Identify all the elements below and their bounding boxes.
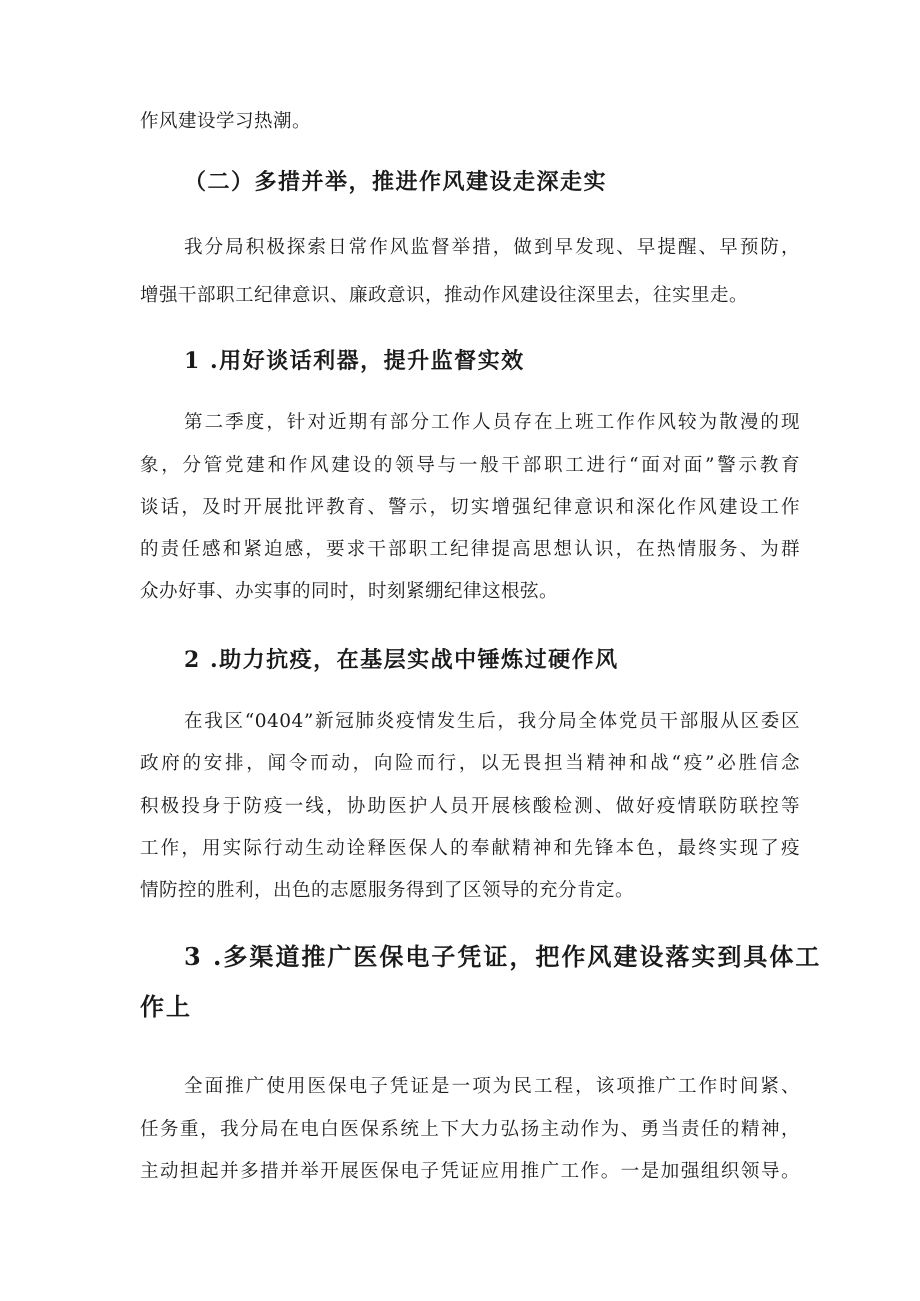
item-2-line-4: 工作，用实际行动生动诠释医保人的奉献精神和先锋本色，最终实现了疫 xyxy=(140,838,800,859)
item-3-line-3: 主动担起并多措并举开展医保电子凭证应用推广工作。一是加强组织领导。 xyxy=(140,1161,800,1182)
item-1-line-5: 众办好事、办实事的同时，时刻紧绷纪律这根弦。 xyxy=(140,581,559,602)
item-1-line-1: 第二季度，针对近期有部分工作人员存在上班工作作风较为散漫的现 xyxy=(184,412,800,433)
item-2-line-1: 在我区“0404”新冠肺炎疫情发生后，我分局全体党员干部服从区委区 xyxy=(184,711,800,732)
item-2-heading: 2 .助力抗疫，在基层实战中锤炼过硬作风 xyxy=(184,647,619,673)
item-3-heading-line-2: 作上 xyxy=(140,992,192,1021)
item-3-line-2: 任务重，我分局在电白医保系统上下大力弘扬主动作为、勇当责任的精神， xyxy=(140,1119,800,1140)
intro-tail-line: 作风建设学习热潮。 xyxy=(140,111,312,132)
item-3-heading-line-1: 3 .多渠道推广医保电子凭证，把作风建设落实到具体工 xyxy=(184,942,822,971)
section-paragraph-line-1: 我分局积极探索日常作风监督举措，做到早发现、早提醒、早预防， xyxy=(184,237,800,258)
item-1-heading: 1 .用好谈话利器，提升监督实效 xyxy=(184,348,525,374)
item-2-line-3: 积极投身于防疫一线，协助医护人员开展核酸检测、做好疫情联防联控等 xyxy=(140,796,800,817)
section-heading: （二）多措并举，推进作风建设走深走实 xyxy=(184,169,608,195)
section-paragraph-line-2: 增强干部职工纪律意识、廉政意识，推动作风建设往深里去，往实里走。 xyxy=(140,285,749,306)
item-2-line-5: 情防控的胜利，出色的志愿服务得到了区领导的充分肯定。 xyxy=(140,880,635,901)
item-2-line-2: 政府的安排，闻令而动，向险而行，以无畏担当精神和战“疫”必胜信念 xyxy=(140,753,800,774)
item-3-line-1: 全面推广使用医保电子凭证是一项为民工程，该项推广工作时间紧、 xyxy=(184,1076,800,1097)
item-1-line-3: 谈话，及时开展批评教育、警示，切实增强纪律意识和深化作风建设工作 xyxy=(140,497,800,518)
item-1-line-2: 象，分管党建和作风建设的领导与一般干部职工进行“面对面”警示教育 xyxy=(140,455,800,476)
item-1-line-4: 的责任感和紧迫感，要求干部职工纪律提高思想认识，在热情服务、为群 xyxy=(140,539,800,560)
